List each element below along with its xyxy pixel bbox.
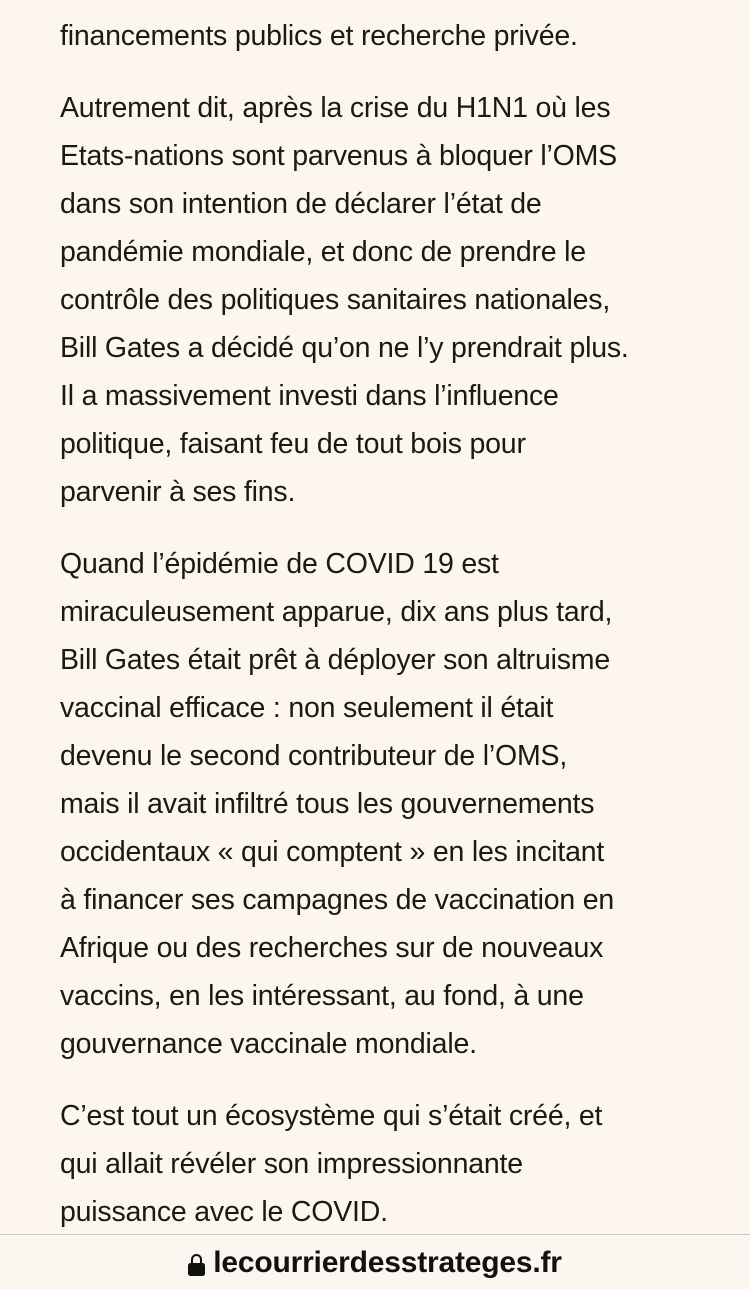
lock-icon: [188, 1254, 205, 1276]
site-domain[interactable]: lecourrierdesstrateges.fr: [213, 1245, 562, 1279]
article-paragraph: Autrement dit, après la crise du H1N1 où les Etats-nations sont parvenus à bloquer l’OMS dans son intention de déclarer l’état de pandémie mondiale, et donc de prendre le contrôle des politiques sanitaires nationales, Bill Gates a décidé qu’on ne l’y prendrait plus. Il a massivement investi dans l’influence politique, faisant feu de tout bois pour parvenir à ses fins.: [60, 92, 629, 508]
address-bar[interactable]: [0, 1234, 750, 1289]
article-body: [60, 0, 720, 1260]
article-paragraph: financements publics et recherche privée.: [60, 20, 578, 52]
article-paragraph: Quand l’épidémie de COVID 19 est miraculeusement apparue, dix ans plus tard, Bill Gates était prêt à déployer son altruisme vaccinal efficace : non seulement il était devenu le second contributeur de l’OMS, mais il avait infiltré tous les gouvernements occidentaux « qui comptent » en les incitant à financer ses campagnes de vaccination en Afrique ou des recherches sur de nouveaux vaccins, en les intéressant, au fond, à une gouvernance vaccinale mondiale.: [60, 548, 615, 1060]
article-paragraph: C’est tout un écosystème qui s’était créé, et qui allait révéler son impressionnante puissance avec le COVID.: [60, 1100, 603, 1228]
